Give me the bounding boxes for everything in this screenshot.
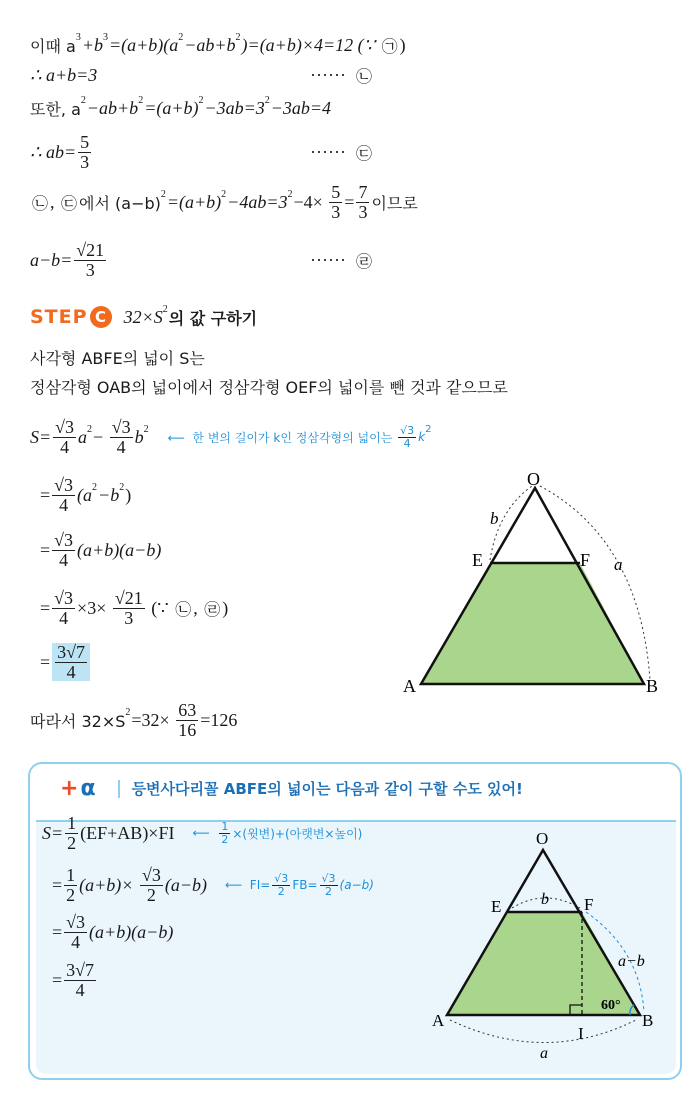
numerator: 5 (331, 181, 341, 202)
numerator: 5 (80, 131, 90, 152)
numerator: 1 (67, 812, 77, 833)
numerator: √3 (400, 423, 415, 437)
math-run: =(a+b)(a (108, 34, 179, 55)
circled-label: ㉡ (175, 599, 192, 619)
math-run: a−b= (30, 249, 73, 270)
superscript: 3 (102, 31, 108, 43)
superscript: 2 (160, 188, 166, 200)
superscript: 2 (287, 188, 293, 200)
tag-dots: ······ (310, 249, 346, 270)
tag-dots: ······ (310, 64, 346, 85)
math-run: a (78, 426, 88, 447)
equation-tag (310, 132, 374, 172)
superscript: 2 (125, 706, 131, 718)
math-run: −3ab=4 (270, 97, 332, 118)
superscript: 2 (87, 423, 93, 435)
numerator: √3 (55, 416, 75, 437)
math-run: (a−b) (339, 878, 374, 892)
label-o: O (536, 829, 549, 848)
step-badge: C (90, 306, 112, 328)
math-run: ⟵ (192, 826, 218, 840)
label-a-length: a (540, 1045, 548, 1062)
math-run: +b (81, 34, 103, 55)
label-angle: 60° (601, 998, 621, 1013)
text-run: 이므로 (371, 193, 418, 213)
numerator: √3 (141, 864, 161, 885)
math-run: −4ab=3 (227, 191, 288, 212)
text-run: 이때 a (30, 36, 76, 56)
text-run: 사각형 ABFE의 넓이 S는 (30, 348, 205, 368)
math-run: ) (222, 597, 229, 618)
superscript: 2 (92, 481, 98, 493)
superscript: 2 (138, 94, 144, 106)
circled-label: ㉣ (204, 599, 221, 619)
text-run: 정삼각형 OAB의 넓이에서 정삼각형 OEF의 넓이를 뺀 것과 같으므로 (30, 377, 508, 397)
numerator: √21 (76, 239, 105, 260)
superscript: 2 (178, 31, 184, 43)
math-run: ∴ a+b=3 (30, 64, 98, 85)
math-run: ⟵ FI= (224, 878, 271, 892)
superscript: 2 (425, 423, 432, 435)
math-run: (a−b) (164, 874, 207, 895)
math-run: =(a+b) (166, 191, 222, 212)
superscript: 3 (75, 31, 81, 43)
numerator: √21 (114, 587, 143, 608)
numerator: √3 (54, 529, 74, 550)
denominator: 2 (221, 832, 229, 846)
denominator: 2 (67, 832, 77, 853)
numerator: 63 (178, 699, 197, 720)
superscript: 2 (264, 94, 270, 106)
text-run: ⟵ 한 변의 길이가 k인 정삼각형의 넓이는 (167, 430, 397, 445)
denominator: 3 (85, 259, 95, 280)
math-run: FB= (292, 878, 318, 892)
superscript: 2 (119, 481, 125, 493)
numerator: √3 (321, 871, 336, 885)
math-run: (a (77, 484, 93, 505)
denominator: 16 (178, 719, 197, 740)
math-run: k (418, 430, 426, 444)
superscript: 2 (221, 188, 227, 200)
math-run: = (40, 597, 51, 618)
math-run: 32×S (123, 306, 163, 327)
numerator: √3 (54, 474, 74, 495)
step-label: STEP (30, 306, 88, 328)
tag-dots: ······ (310, 141, 346, 162)
math-run: b (134, 426, 144, 447)
label-e: E (472, 550, 483, 570)
denominator: 4 (59, 549, 69, 570)
numerator: √3 (66, 911, 86, 932)
math-run: ) (125, 484, 132, 505)
numerator: 3√7 (57, 641, 86, 662)
math-run: −ab+b (86, 97, 139, 118)
denominator: 3 (331, 201, 341, 222)
denominator: 2 (146, 884, 156, 905)
superscript: 2 (162, 303, 168, 315)
circled-label: ㉣ (355, 251, 372, 271)
arc-a (450, 1020, 636, 1043)
superscript: 2 (198, 94, 204, 106)
trapezoid-figure (0, 760, 699, 1090)
label-o: O (527, 469, 540, 489)
text-run: 또한, a (30, 99, 81, 119)
superscript: 2 (143, 423, 149, 435)
math-run: , (193, 597, 203, 618)
label-f: F (584, 895, 594, 914)
denominator: 4 (59, 607, 69, 628)
numerator: 3√7 (66, 959, 95, 980)
denominator: 3 (124, 607, 134, 628)
label-b: B (642, 1011, 654, 1030)
denominator: 4 (403, 436, 411, 450)
math-run: = (52, 969, 63, 990)
math-run: −4× (293, 191, 328, 212)
circled-label: ㉡ (32, 193, 49, 213)
math-run: = (40, 651, 51, 672)
denominator: 4 (66, 661, 76, 682)
denominator: 2 (325, 884, 333, 898)
denominator: 4 (116, 436, 126, 457)
circled-label: ㉢ (355, 143, 372, 163)
label-b-length: b (541, 891, 549, 908)
math-run: =32× (131, 709, 175, 730)
equation-tag (310, 55, 374, 95)
math-run: = (344, 191, 355, 212)
math-run: (∵ (146, 597, 174, 618)
math-run: ) (399, 34, 406, 55)
denominator: 4 (59, 494, 69, 515)
text-run: 따라서 32×S (30, 711, 126, 731)
text-run: 에서 (a−b) (79, 193, 161, 213)
numerator: 1 (66, 864, 76, 885)
circled-label: ㉡ (355, 66, 372, 86)
extra-heading-text: 등변사다리꼴 ABFE의 넓이는 다음과 같이 구할 수도 있어! (131, 780, 523, 798)
label-a: A (403, 676, 416, 696)
numerator: √3 (54, 587, 74, 608)
math-run: −3ab=3 (204, 97, 265, 118)
label-b: B (646, 676, 659, 696)
text-run: 의 값 구하기 (168, 308, 258, 328)
numerator: 7 (358, 181, 368, 202)
math-run: (EF+AB)×FI (80, 822, 175, 843)
label-a-length: a (614, 555, 623, 574)
math-run: −b (98, 484, 120, 505)
plus-icon: + (60, 776, 79, 801)
math-run: = (52, 874, 63, 895)
label-a: A (432, 1011, 445, 1030)
equation-tag (310, 240, 374, 280)
circled-label: ㉠ (381, 36, 398, 56)
math-run: )=(a+b)×4=12 (∵ (241, 34, 380, 55)
label-e: E (491, 897, 502, 916)
math-run: (a+b)(a−b) (77, 539, 162, 560)
label-f: F (580, 550, 591, 570)
text-run: ×(윗변)+(아랫변×높이) (232, 826, 363, 841)
math-run: =(a+b) (144, 97, 199, 118)
math-run: S= (42, 822, 64, 843)
superscript: 2 (80, 94, 86, 106)
math-run: , (50, 191, 60, 212)
denominator: 3 (80, 151, 90, 172)
denominator: 4 (71, 931, 81, 952)
denominator: 2 (66, 884, 76, 905)
math-run: = (52, 921, 63, 942)
math-run: ∴ ab= (30, 141, 77, 162)
math-run: −ab+b (184, 34, 236, 55)
label-i: I (578, 1024, 584, 1043)
math-run: = (40, 484, 51, 505)
math-run: =126 (200, 709, 238, 730)
numerator: √3 (111, 416, 131, 437)
alpha-icon: α (80, 776, 96, 801)
circled-label: ㉢ (61, 193, 78, 213)
math-run: ×3× (77, 597, 111, 618)
denominator: 4 (75, 979, 85, 1000)
denominator: 3 (358, 201, 368, 222)
numerator: √3 (274, 871, 289, 885)
math-run: − (93, 426, 108, 447)
math-run: = (40, 539, 51, 560)
label-a-minus-b: a−b (618, 953, 645, 970)
denominator: 4 (60, 436, 70, 457)
math-run: S= (30, 426, 52, 447)
math-run: (a+b)× (79, 874, 138, 895)
denominator: 2 (277, 884, 285, 898)
superscript: 2 (235, 31, 241, 43)
label-b-length: b (490, 509, 499, 528)
math-run: (a+b)(a−b) (89, 921, 174, 942)
numerator: 1 (221, 819, 229, 833)
